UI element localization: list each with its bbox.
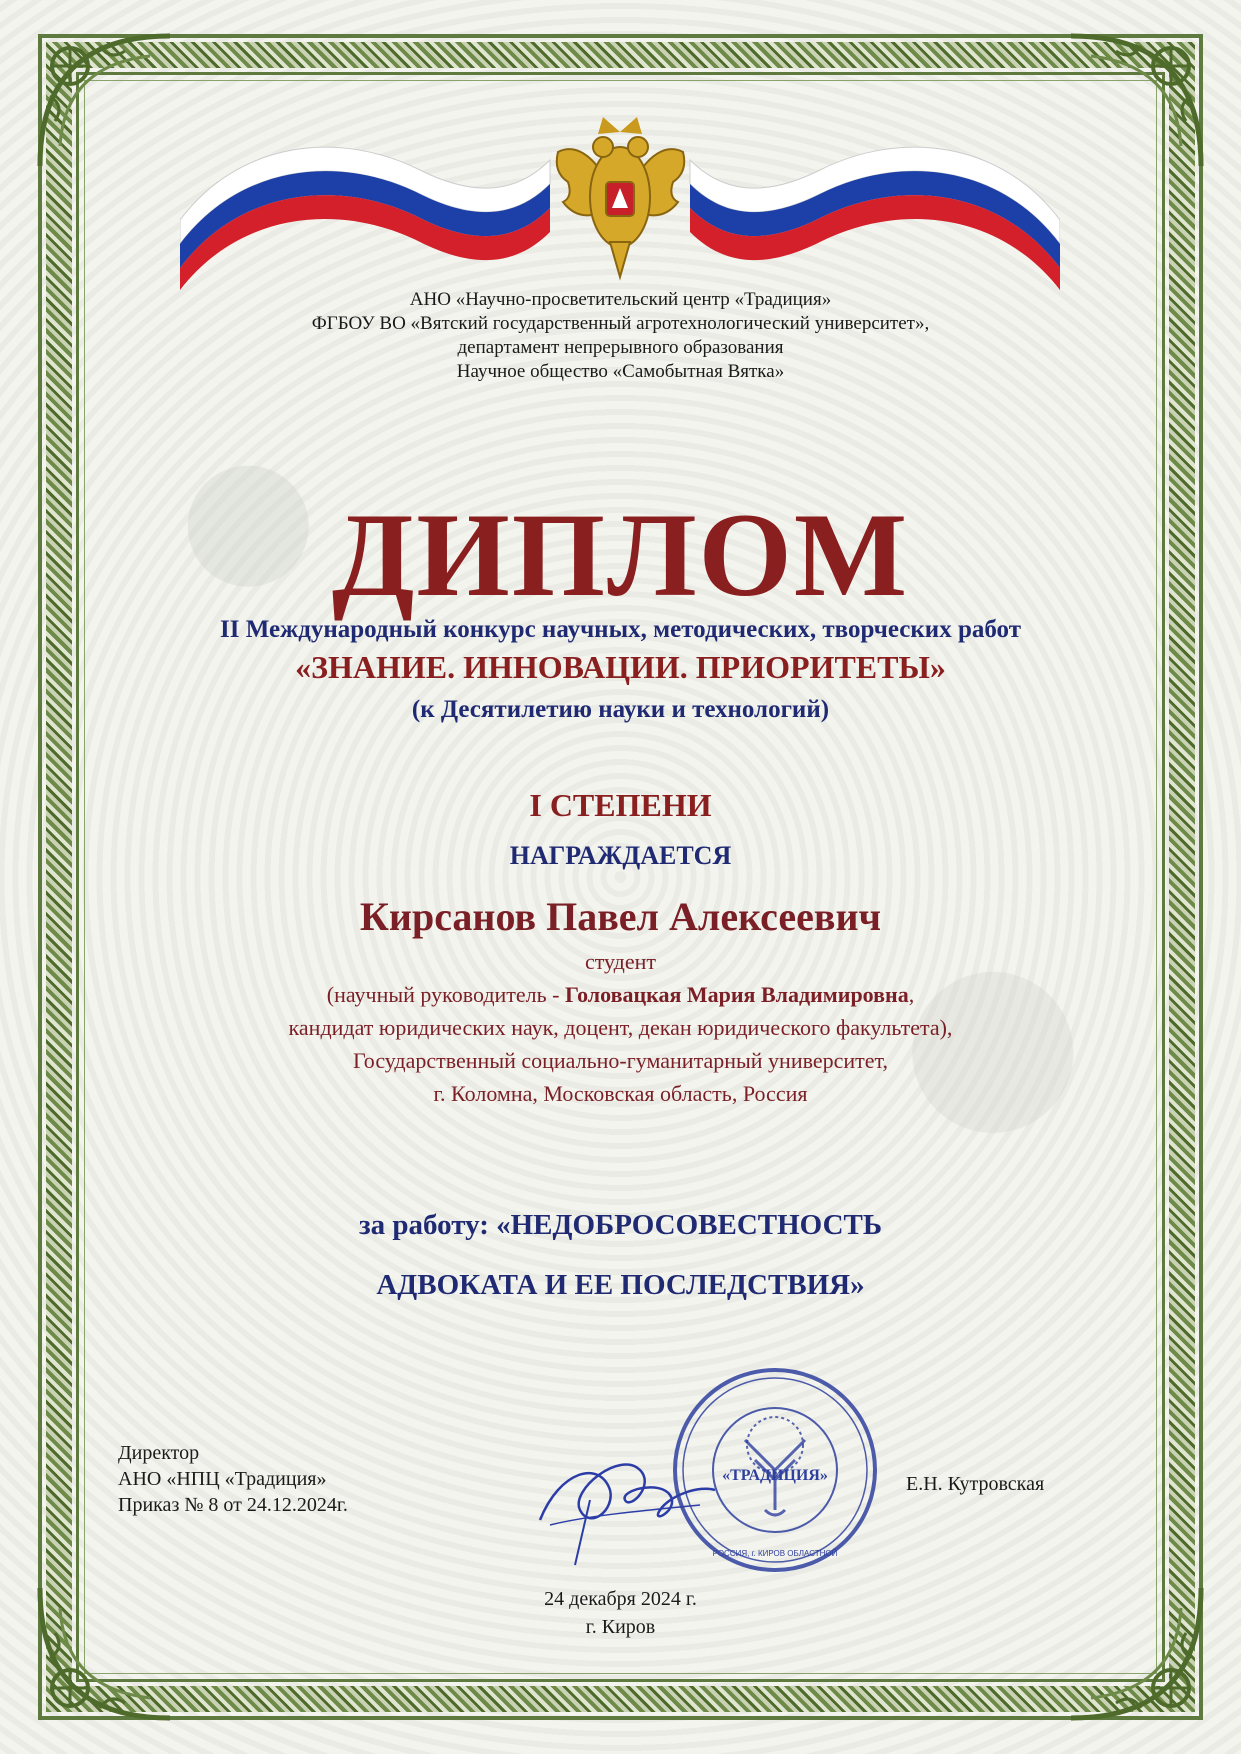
awardee-details [100, 945, 1141, 1110]
signer-order: Приказ № 8 от 24.12.2024г. [118, 1494, 348, 1516]
stamp-bottom-text: РОССИЯ, г. КИРОВ ОБЛАСТНОЙ [712, 1549, 838, 1558]
work-title-line: за работу: «НЕДОБРОСОВЕСТНОСТЬ [358, 1209, 883, 1241]
work-title-line: АДВОКАТА И ЕЕ ПОСЛЕДСТВИЯ» [376, 1269, 865, 1301]
issue-city: г. Киров [585, 1616, 656, 1638]
supervisor-name: Головацкая Мария Владимировна [565, 982, 909, 1007]
awardee-name: Кирсанов Павел Алексеевич [359, 894, 882, 939]
stamp-center-text: «ТРАДИЦИЯ» [722, 1467, 828, 1484]
issue-date-block [100, 1585, 1141, 1641]
issue-date: 24 декабря 2024 г. [544, 1588, 697, 1610]
university-name: Государственный социально-гуманитарный университет, [352, 1048, 888, 1073]
work-title [100, 1195, 1141, 1315]
contest-name: II Международный конкурс научных, методических, творческих работ [220, 616, 1021, 643]
organizer-line: Научное общество «Самобытная Вятка» [456, 361, 785, 382]
organizer-line: ФГБОУ ВО «Вятский государственный агротехнологический университет», [311, 313, 930, 334]
signer-info [118, 1440, 348, 1518]
official-stamp-icon [665, 1360, 885, 1580]
organizers-block [100, 288, 1141, 384]
corner-ornament-icon [1061, 26, 1211, 176]
diploma-title: ДИПЛОМ [331, 488, 910, 621]
corner-ornament-icon [30, 26, 180, 176]
contest-title: «ЗНАНИЕ. ИННОВАЦИИ. ПРИОРИТЕТЫ» [295, 649, 946, 685]
organizer-line: департамент непрерывного образования [457, 337, 784, 358]
university-location: г. Коломна, Московская область, Россия [433, 1081, 808, 1106]
supervisor-prefix: (научный руководитель - [326, 982, 566, 1007]
signer-name: Е.Н. Кутровская [906, 1473, 1045, 1495]
awardee-status: студент [584, 949, 657, 974]
contest-subtitle: (к Десятилетию науки и технологий) [411, 696, 830, 723]
award-degree: I СТЕПЕНИ [529, 787, 712, 823]
supervisor-line [100, 978, 1141, 1011]
supervisor-title: кандидат юридических наук, доцент, декан юридического факультета), [288, 1015, 953, 1040]
coat-of-arms-icon [548, 112, 693, 282]
supervisor-suffix: , [908, 982, 915, 1007]
signer-role: Директор [118, 1442, 200, 1464]
awarded-label: НАГРАЖДАЕТСЯ [509, 841, 732, 870]
organizer-line: АНО «Научно-просветительский центр «Традиция» [409, 289, 832, 310]
signer-org: АНО «НПЦ «Традиция» [118, 1468, 327, 1490]
